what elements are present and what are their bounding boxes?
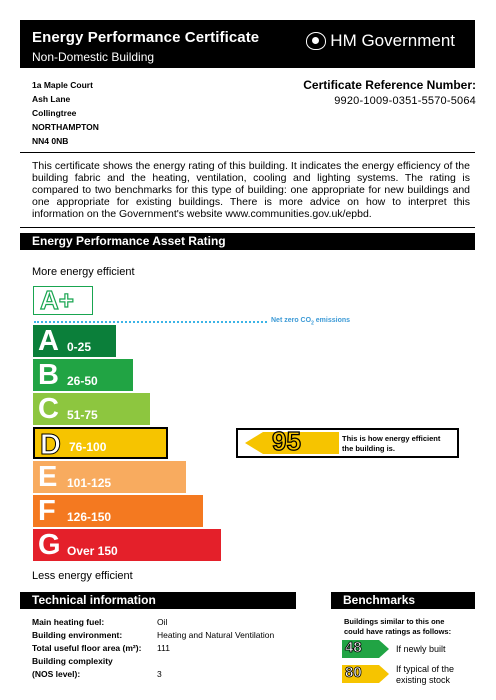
tech-value: 111 xyxy=(157,643,170,653)
certificate-subtitle: Non-Domestic Building xyxy=(32,50,155,64)
band-letter: C xyxy=(38,393,59,425)
benchmark-arrow-tip xyxy=(379,665,389,683)
rating-value: 95 xyxy=(272,426,301,456)
band-range: 51-75 xyxy=(67,408,98,422)
certificate-header xyxy=(20,20,475,68)
band-range: 76-100 xyxy=(69,440,107,454)
royal-crest-icon xyxy=(306,32,326,50)
current-rating-indicator xyxy=(236,428,459,458)
asset-rating-title: Energy Performance Asset Rating xyxy=(20,233,475,250)
rating-band-b xyxy=(33,359,133,391)
band-range: 0-25 xyxy=(67,340,92,354)
more-efficient-label: More energy efficient xyxy=(32,266,135,278)
address-line: 1a Maple Court xyxy=(32,80,93,90)
band-range: 126-150 xyxy=(67,510,112,524)
a-plus-label: A+ xyxy=(40,285,74,315)
tech-value: 3 xyxy=(157,669,162,679)
rating-band-e xyxy=(33,461,186,493)
benchmark-label: If typical of the existing stock xyxy=(396,664,455,685)
band-letter: D xyxy=(40,429,61,461)
band-range: Over 150 xyxy=(67,544,118,558)
benchmark-value: 80 xyxy=(345,664,362,681)
band-letter: G xyxy=(38,529,61,561)
rating-band-c xyxy=(33,393,150,425)
intro-text: This certificate shows the energy rating of this building. It indicates the energy efficiency of the building fabric and the heating, ventilation, cooling and lighting systems. The rating is compared to two benchmarks for this type of building: one appropriate for new buildings and one appropriate for existing buildings. There is more advice on how to interpret this information on the Government's website www.communities.gov.uk/epbd. xyxy=(32,160,470,220)
certificate-reference-label: Certificate Reference Number: xyxy=(303,78,476,92)
net-zero-label: Net zero $CO_2$ emissions xyxy=(271,317,351,327)
band-letter: B xyxy=(38,359,59,391)
band-letter: F xyxy=(38,495,56,527)
technical-info-title: Technical information xyxy=(20,592,296,609)
band-range: 26-50 xyxy=(67,374,98,388)
address-line: Collingtree xyxy=(32,108,77,118)
tech-label: Building complexity xyxy=(32,656,113,666)
certificate-reference-number: 9920-1009-0351-5570-5064 xyxy=(334,95,476,107)
hm-government-logo xyxy=(306,31,455,51)
logo-text: HM Government xyxy=(330,31,455,50)
address-line: Ash Lane xyxy=(32,94,71,104)
rating-band-f xyxy=(33,495,203,527)
less-efficient-label: Less energy efficient xyxy=(32,570,133,582)
band-range: 101-125 xyxy=(67,476,112,490)
address-line: NN4 0NB xyxy=(32,136,69,146)
benchmarks-title: Benchmarks xyxy=(331,592,475,609)
divider xyxy=(20,227,475,228)
certificate-title: Energy Performance Certificate xyxy=(32,29,260,46)
tech-label: (NOS level): xyxy=(32,669,81,679)
tech-label: Total useful floor area (m²): xyxy=(32,643,142,653)
band-letter: E xyxy=(38,461,58,493)
rating-description: This is how energy efficient the building is. xyxy=(342,434,441,453)
divider xyxy=(20,152,475,153)
rating-arrow-icon xyxy=(245,432,263,454)
address-line: NORTHAMPTON xyxy=(32,122,99,132)
benchmark-label: If newly built xyxy=(396,644,446,654)
a-plus-band xyxy=(33,286,93,315)
benchmark-arrow-tip xyxy=(379,640,389,658)
rating-band-a xyxy=(33,325,116,357)
band-letter: A xyxy=(38,325,59,357)
benchmarks-intro: Buildings similar to this one could have ratings as follows: xyxy=(344,617,452,636)
benchmark-value: 48 xyxy=(345,639,362,656)
rating-band-d xyxy=(33,427,168,459)
building-address xyxy=(32,78,99,148)
rating-band-g xyxy=(33,529,221,561)
net-zero-line xyxy=(34,321,267,323)
tech-value: Heating and Natural Ventilation xyxy=(157,630,275,640)
tech-label: Building environment: xyxy=(32,630,123,640)
tech-label: Main heating fuel: xyxy=(32,617,105,627)
tech-value: Oil xyxy=(157,617,168,627)
